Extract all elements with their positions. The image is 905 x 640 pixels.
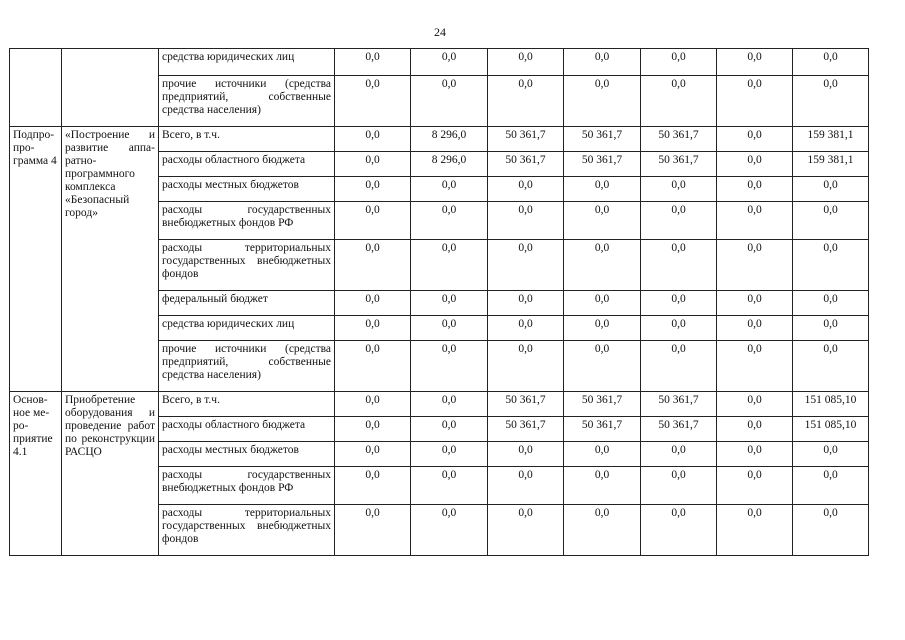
value-cell: 0,0 xyxy=(488,442,564,467)
value-cell: 0,0 xyxy=(335,177,411,202)
value-cell: 50 361,7 xyxy=(488,417,564,442)
funding-source-cell: расходы областного бюджета xyxy=(159,417,335,442)
value-cell: 50 361,7 xyxy=(564,127,641,152)
value-cell: 151 085,10 xyxy=(793,417,869,442)
value-cell: 8 296,0 xyxy=(411,152,488,177)
value-cell: 0,0 xyxy=(641,49,717,76)
value-cell: 0,0 xyxy=(717,467,793,505)
value-cell: 0,0 xyxy=(793,49,869,76)
value-cell: 0,0 xyxy=(564,49,641,76)
value-cell: 0,0 xyxy=(564,240,641,291)
value-cell: 0,0 xyxy=(335,49,411,76)
program-name-cell: «Построение и развитие аппаратно-программного комплекса «Безопасный город» xyxy=(62,127,159,392)
value-cell: 0,0 xyxy=(488,76,564,127)
funding-source-cell: расходы государственных внебюджетных фондов РФ xyxy=(159,202,335,240)
value-cell: 0,0 xyxy=(564,467,641,505)
value-cell: 0,0 xyxy=(641,316,717,341)
value-cell: 0,0 xyxy=(488,341,564,392)
funding-source-cell: Всего, в т.ч. xyxy=(159,392,335,417)
value-cell: 0,0 xyxy=(717,316,793,341)
value-cell: 151 085,10 xyxy=(793,392,869,417)
funding-source-cell: расходы территориальных государственных внебюджетных фондов xyxy=(159,505,335,556)
value-cell: 0,0 xyxy=(717,240,793,291)
value-cell: 0,0 xyxy=(717,49,793,76)
funding-source-cell: Всего, в т.ч. xyxy=(159,127,335,152)
value-cell: 0,0 xyxy=(411,467,488,505)
value-cell: 0,0 xyxy=(411,76,488,127)
value-cell: 0,0 xyxy=(411,392,488,417)
value-cell: 0,0 xyxy=(641,76,717,127)
value-cell: 0,0 xyxy=(717,152,793,177)
value-cell: 0,0 xyxy=(641,505,717,556)
value-cell: 0,0 xyxy=(335,240,411,291)
value-cell: 0,0 xyxy=(564,505,641,556)
value-cell: 0,0 xyxy=(641,177,717,202)
table-row xyxy=(10,49,869,76)
value-cell: 50 361,7 xyxy=(488,392,564,417)
value-cell: 0,0 xyxy=(335,291,411,316)
value-cell: 0,0 xyxy=(564,291,641,316)
value-cell: 0,0 xyxy=(488,240,564,291)
value-cell: 0,0 xyxy=(488,49,564,76)
value-cell: 0,0 xyxy=(488,316,564,341)
value-cell: 0,0 xyxy=(411,442,488,467)
value-cell: 0,0 xyxy=(641,442,717,467)
value-cell: 0,0 xyxy=(793,341,869,392)
program-name-cell: Приобретение оборудования и проведение работ по реконструкции РАСЦО xyxy=(62,392,159,556)
funding-source-cell: средства юридических лиц xyxy=(159,316,335,341)
value-cell: 0,0 xyxy=(717,202,793,240)
value-cell: 0,0 xyxy=(488,467,564,505)
value-cell: 0,0 xyxy=(335,417,411,442)
value-cell: 0,0 xyxy=(411,505,488,556)
value-cell: 0,0 xyxy=(717,76,793,127)
value-cell: 0,0 xyxy=(411,291,488,316)
value-cell: 0,0 xyxy=(793,316,869,341)
table-row xyxy=(10,127,869,152)
value-cell: 0,0 xyxy=(717,392,793,417)
value-cell: 0,0 xyxy=(717,505,793,556)
value-cell: 0,0 xyxy=(335,152,411,177)
value-cell: 0,0 xyxy=(488,177,564,202)
value-cell: 0,0 xyxy=(717,291,793,316)
value-cell: 50 361,7 xyxy=(641,417,717,442)
value-cell: 0,0 xyxy=(335,341,411,392)
value-cell: 0,0 xyxy=(564,316,641,341)
value-cell: 0,0 xyxy=(411,316,488,341)
value-cell: 0,0 xyxy=(335,467,411,505)
value-cell: 0,0 xyxy=(564,341,641,392)
funding-source-cell: расходы местных бюджетов xyxy=(159,177,335,202)
funding-source-cell: прочие источники (средства предприятий, собственные средства населения) xyxy=(159,341,335,392)
value-cell: 0,0 xyxy=(411,240,488,291)
value-cell: 50 361,7 xyxy=(488,152,564,177)
value-cell: 0,0 xyxy=(717,417,793,442)
value-cell: 0,0 xyxy=(641,341,717,392)
value-cell: 0,0 xyxy=(641,202,717,240)
funding-source-cell: расходы государственных внебюджетных фондов РФ xyxy=(159,467,335,505)
funding-source-cell: прочие источники (средства предприятий, собственные средства населения) xyxy=(159,76,335,127)
value-cell: 50 361,7 xyxy=(641,152,717,177)
value-cell: 0,0 xyxy=(411,417,488,442)
value-cell: 50 361,7 xyxy=(564,152,641,177)
program-name-cell xyxy=(62,49,159,127)
value-cell: 0,0 xyxy=(641,467,717,505)
funding-source-cell: расходы областного бюджета xyxy=(159,152,335,177)
value-cell: 0,0 xyxy=(717,177,793,202)
value-cell: 0,0 xyxy=(335,127,411,152)
value-cell: 0,0 xyxy=(335,316,411,341)
program-code-cell: Подпропрограмма 4 xyxy=(10,127,62,392)
value-cell: 0,0 xyxy=(641,291,717,316)
value-cell: 0,0 xyxy=(717,442,793,467)
value-cell: 0,0 xyxy=(641,240,717,291)
value-cell: 0,0 xyxy=(335,202,411,240)
value-cell: 0,0 xyxy=(793,177,869,202)
funding-source-cell: средства юридических лиц xyxy=(159,49,335,76)
value-cell: 159 381,1 xyxy=(793,127,869,152)
value-cell: 50 361,7 xyxy=(564,392,641,417)
value-cell: 0,0 xyxy=(793,467,869,505)
value-cell: 0,0 xyxy=(793,240,869,291)
page-number: 24 xyxy=(434,25,446,39)
value-cell: 0,0 xyxy=(717,341,793,392)
value-cell: 0,0 xyxy=(717,127,793,152)
value-cell: 0,0 xyxy=(411,341,488,392)
value-cell: 0,0 xyxy=(793,442,869,467)
value-cell: 0,0 xyxy=(335,76,411,127)
value-cell: 0,0 xyxy=(793,202,869,240)
value-cell: 0,0 xyxy=(488,291,564,316)
value-cell: 0,0 xyxy=(564,177,641,202)
value-cell: 159 381,1 xyxy=(793,152,869,177)
value-cell: 0,0 xyxy=(793,505,869,556)
value-cell: 0,0 xyxy=(793,76,869,127)
value-cell: 0,0 xyxy=(564,202,641,240)
value-cell: 0,0 xyxy=(335,442,411,467)
value-cell: 50 361,7 xyxy=(641,127,717,152)
value-cell: 0,0 xyxy=(335,392,411,417)
value-cell: 0,0 xyxy=(335,505,411,556)
budget-table xyxy=(9,48,869,556)
value-cell: 50 361,7 xyxy=(564,417,641,442)
value-cell: 0,0 xyxy=(793,291,869,316)
funding-source-cell: расходы местных бюджетов xyxy=(159,442,335,467)
table-row xyxy=(10,392,869,417)
value-cell: 0,0 xyxy=(411,202,488,240)
value-cell: 50 361,7 xyxy=(488,127,564,152)
program-code-cell: Основное мероприятие 4.1 xyxy=(10,392,62,556)
value-cell: 0,0 xyxy=(411,49,488,76)
program-code-cell xyxy=(10,49,62,127)
value-cell: 0,0 xyxy=(488,202,564,240)
funding-source-cell: федеральный бюджет xyxy=(159,291,335,316)
value-cell: 0,0 xyxy=(564,442,641,467)
funding-source-cell: расходы территориальных государственных внебюджетных фондов xyxy=(159,240,335,291)
value-cell: 50 361,7 xyxy=(641,392,717,417)
budget-table-body xyxy=(10,49,869,556)
value-cell: 8 296,0 xyxy=(411,127,488,152)
value-cell: 0,0 xyxy=(564,76,641,127)
value-cell: 0,0 xyxy=(411,177,488,202)
value-cell: 0,0 xyxy=(488,505,564,556)
